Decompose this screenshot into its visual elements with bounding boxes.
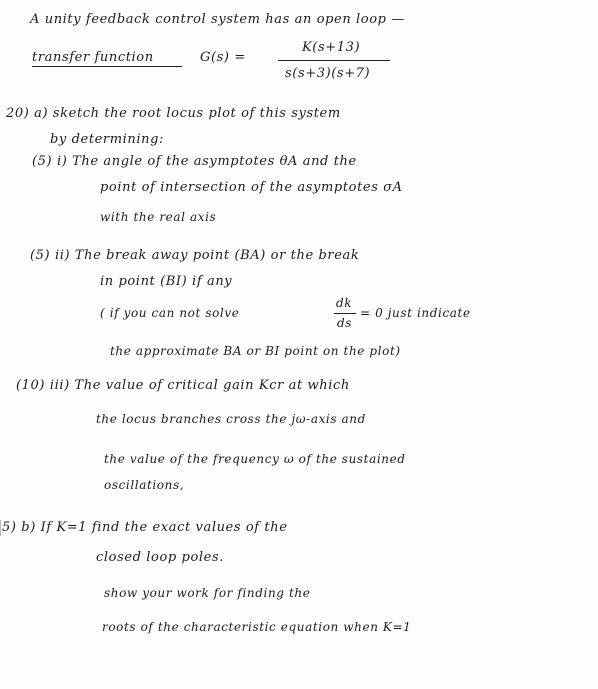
part-iii-line-2: the locus branches cross the jω-axis and (96, 412, 366, 426)
g-of-s: G(s) = (200, 50, 246, 65)
part-b-line-2: closed loop poles. (96, 550, 224, 565)
ds-denominator: ds (337, 316, 353, 330)
part-ii-line-3b: = 0 just indicate (360, 306, 471, 320)
dk-numerator: dk (336, 296, 353, 310)
part-ii-line-2: in point (BI) if any (100, 274, 233, 289)
tf-fraction-bar (278, 60, 390, 61)
intro-line-1: A unity feedback control system has an open loop — (30, 12, 405, 27)
part-b-line-1: 5) b) If K=1 find the exact values of the (2, 520, 288, 535)
question-20a-cont: by determining: (50, 132, 165, 147)
part-iii-line-1: (10) iii) The value of critical gain Kcr at which (16, 378, 350, 393)
tf-denominator: s(s+3)(s+7) (285, 66, 371, 81)
part-i-line-1: (5) i) The angle of the asymptotes θA and the (32, 154, 357, 169)
tf-numerator: K(s+13) (302, 40, 361, 55)
question-20a: 20) a) sketch the root locus plot of this system (6, 106, 341, 121)
part-b-line-3: show your work for finding the (104, 586, 311, 600)
dk-ds-fraction-bar (334, 313, 356, 314)
part-b-line-4: roots of the characteristic equation when K=1 (102, 620, 412, 634)
part-ii-line-1: (5) ii) The break away point (BA) or the break (30, 248, 360, 263)
part-i-line-2: point of intersection of the asymptotes σA (100, 180, 403, 195)
transfer-function-underline (32, 66, 182, 67)
part-i-line-3: with the real axis (100, 210, 217, 224)
part-iii-line-4: oscillations, (104, 478, 185, 492)
part-ii-line-3a: ( if you can not solve (100, 306, 240, 320)
transfer-function-label: transfer function (32, 50, 154, 65)
part-iii-line-3: the value of the frequency ω of the sustained (104, 452, 406, 466)
part-ii-line-4: the approximate BA or BI point on the plot) (110, 344, 401, 358)
